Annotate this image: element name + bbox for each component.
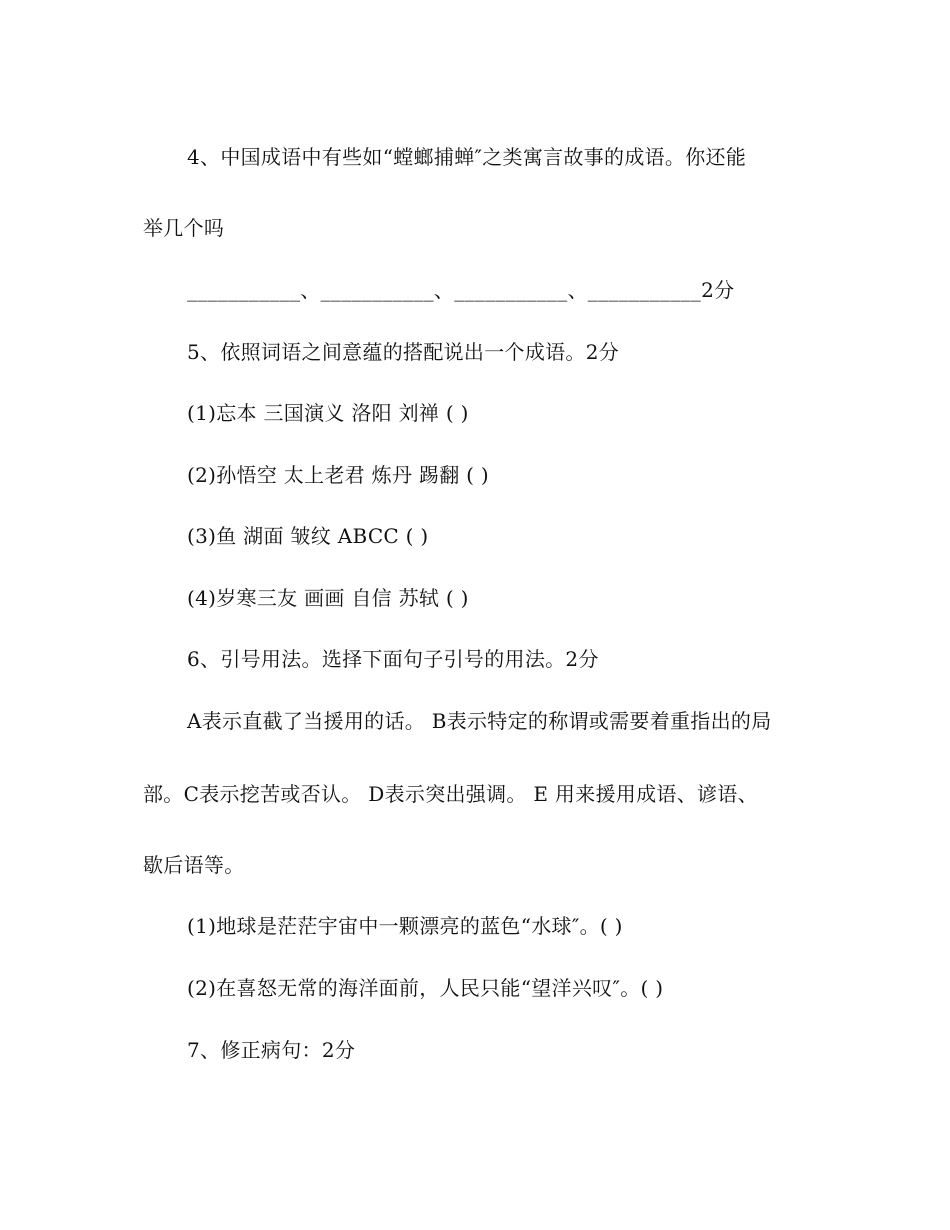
question-5-item-4: (4)岁寒三友 画画 自信 苏轼 ( ) (187, 586, 469, 610)
question-7-title: 7、修正病句：2分 (187, 1038, 356, 1062)
question-5-item-2: (2)孙悟空 太上老君 炼丹 踢翻 ( ) (187, 463, 490, 487)
question-6-options-line-1: A表示直截了当援用的话。 B表示特定的称谓或需要着重指出的局 (187, 709, 772, 733)
question-6-options-line-3: 歇后语等。 (143, 853, 245, 877)
question-6-title: 6、引号用法。选择下面句子引号的用法。2分 (187, 647, 599, 671)
question-5-item-3: (3)鱼 湖面 皱纹 ABCC ( ) (187, 524, 429, 548)
question-6-options-line-2: 部。C表示挖苦或否认。 D表示突出强调。 E 用来援用成语、谚语、 (143, 782, 758, 806)
question-6-item-2: (2)在喜怒无常的海洋面前，人民只能“望洋兴叹″。( ) (187, 976, 664, 1000)
question-5-title: 5、依照词语之间意蕴的搭配说出一个成语。2分 (187, 340, 620, 364)
question-5-item-1: (1)忘本 三国演义 洛阳 刘禅 ( ) (187, 401, 469, 425)
question-4-line-1: 4、中国成语中有些如“螳螂捕蝉″之类寓言故事的成语。你还能 (187, 145, 747, 169)
question-4-answer-blanks: ___________、___________、___________、___________2分 (187, 278, 735, 302)
question-6-item-1: (1)地球是茫茫宇宙中一颗漂亮的蓝色“水球″。( ) (187, 914, 623, 938)
question-4-line-2: 举几个吗 (143, 216, 225, 240)
